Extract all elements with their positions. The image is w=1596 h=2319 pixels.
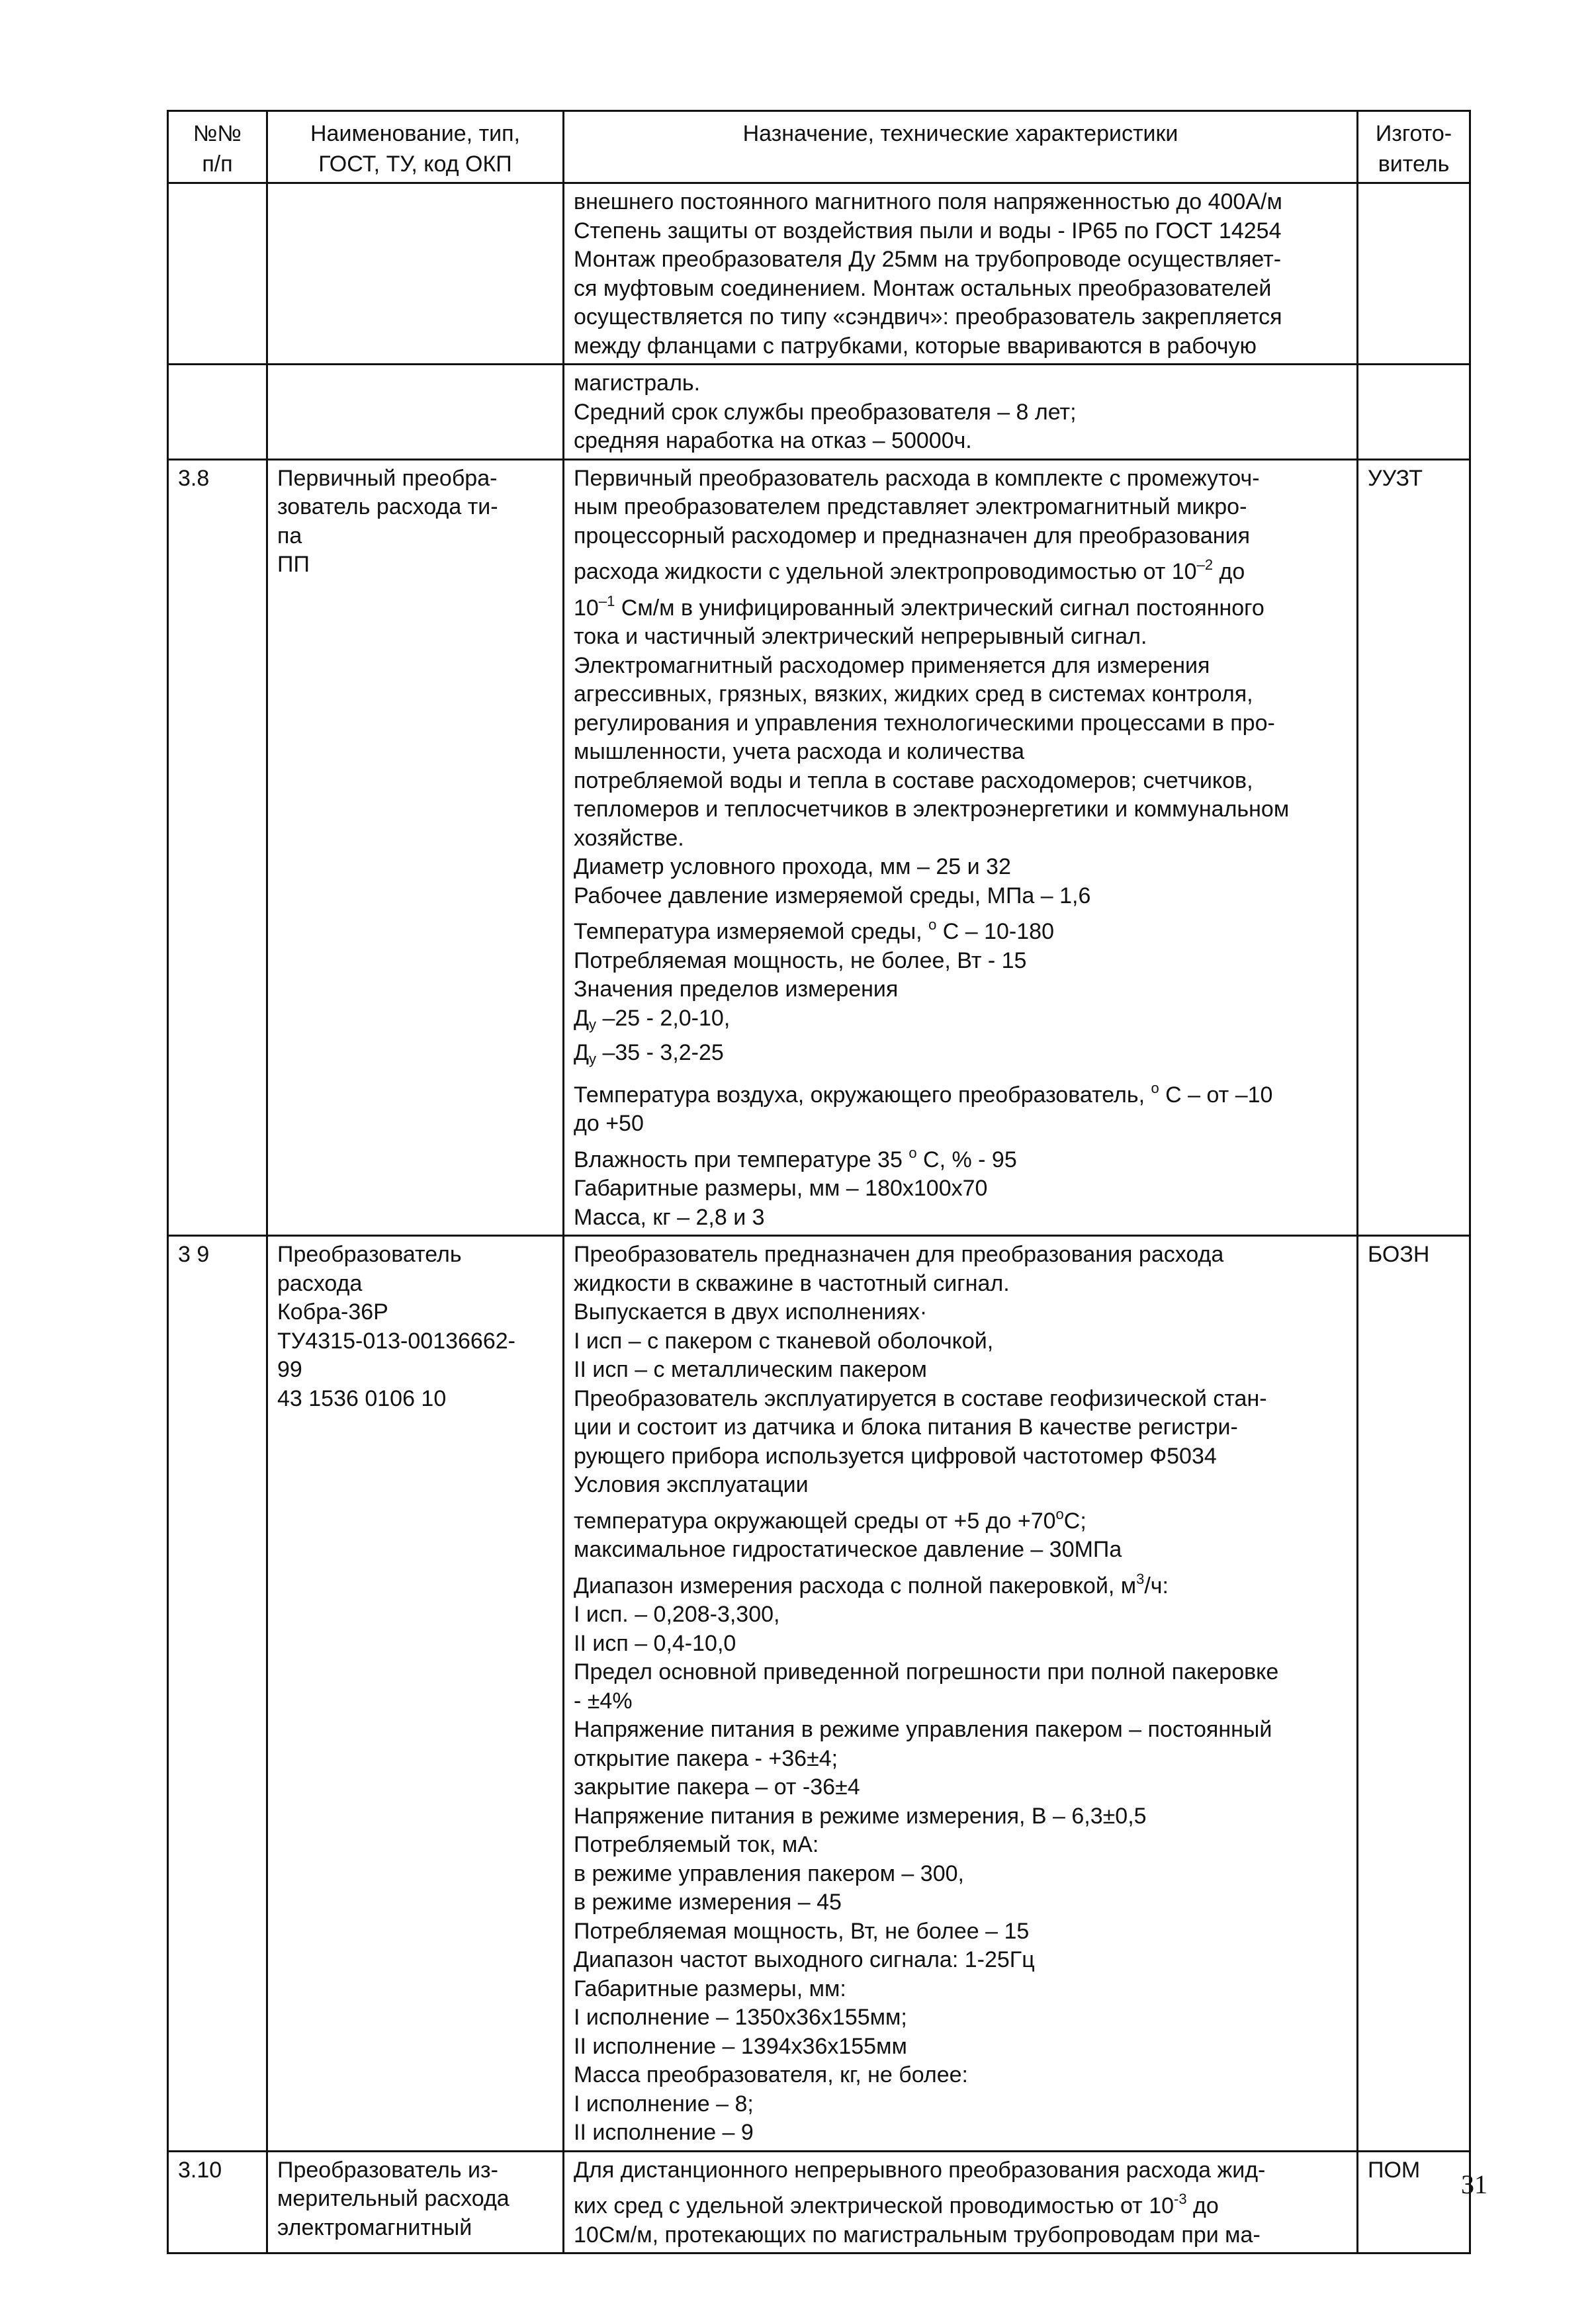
table-header-row — [168, 111, 1470, 183]
item-description: Преобразователь предназначен для преобразования расхода жидкости в скважине в частотный сигнал. Выпускается в двух исполнениях· I исп – с пакером с тканевой оболочкой, II исп – с металлическим пакером Преобразователь эксплуатируется в составе геофизической стан- ции и состоит из датчика и блока питания В качестве регистри- рующего прибора используется цифровой частотомер Ф5034 Условия эксплуатации температура окружающей среды от +5 до $+70^оС$; максимальное гидростатическое давление – 30МПа Диапазон измерения расхода с полной пакеровкой, $м^3/ч$: I исп. – 0,208-3,300, II исп – 0,4-10,0 Предел основной приведенной погрешности при полной пакеровке - ±4% Напряжение питания в режиме управления пакером – постоянный открытие пакера - +36±4; закрытие пакера – от -36±4 Напряжение питания в режиме измерения, В – 6,3±0,5 Потребляемый ток, мА: в режиме управления пакером – 300, в режиме измерения – 45 Потребляемая мощность, Вт, не более – 15 Диапазон частот выходного сигнала: 1-25Гц Габаритные размеры, мм: I исполнение – 1350х36х155мм; II исполнение – 1394х36х155мм Масса преобразователя, кг, не более: I исполнение – 8; II исполнение – 9 — [564, 1236, 1358, 2152]
header-desc: Назначение, технические характеристики — [564, 111, 1358, 183]
item-name: Преобразователь из- мерительный расхода электромагнитный — [267, 2151, 564, 2253]
row-number: 3 9 — [168, 1236, 267, 2152]
row-number: 3.10 — [168, 2151, 267, 2253]
manufacturer: УУЗТ — [1358, 459, 1470, 1236]
table-row-3-10 — [168, 2151, 1470, 2253]
header-name: Наименование, тип, ГОСТ, ТУ, код ОКП — [267, 111, 564, 183]
table-row-continuation-1 — [168, 183, 1470, 365]
item-name: Преобразователь расхода Кобра-36Р ТУ4315-013-00136662- 99 43 1536 0106 10 — [267, 1236, 564, 2152]
header-maker: Изгото- витель — [1358, 111, 1470, 183]
item-name: Первичный преобра- зователь расхода ти- па ПП — [267, 459, 564, 1236]
specification-table — [167, 110, 1471, 2254]
table-row-3-8 — [168, 459, 1470, 1236]
continuation-desc-1: внешнего постоянного магнитного поля напряженностью до 400А/м Степень защиты от воздействия пыли и воды - IP65 по ГОСТ 14254 Монтаж преобразователя Ду 25мм на трубопроводе осуществляет- ся муфтовым соединением. Монтаж остальных преобразователей осуществляется по типу «сэндвич»: преобразователь закрепляется между фланцами с патрубками, которые ввариваются в рабочую — [564, 183, 1358, 365]
table-row-continuation-2 — [168, 365, 1470, 460]
item-description: Первичный преобразователь расхода в комплекте с промежуточ- ным преобразователем представляет электромагнитный микро- процессорный расходомер и предназначен для преобразования расхода жидкости с удельной электропроводимостью от $10^{-2}$ до $10^{-1}$ См/м в унифицированный электрический сигнал постоянного тока и частичный электрический непрерывный сигнал. Электромагнитный расходомер применяется для измерения агрессивных, грязных, вязких, жидких сред в системах контроля, регулирования и управления технологическими процессами в про- мышленности, учета расхода и количества потребляемой воды и тепла в составе расходомеров; счетчиков, тепломеров и теплосчетчиков в электроэнергетики и коммунальном хозяйстве. Диаметр условного прохода, мм – 25 и 32 Рабочее давление измеряемой среды, МПа – 1,6 Температура измеряемой среды, $^о$ С – 10-180 Потребляемая мощность, не более, Вт - 15 Значения пределов измерения $Д_у$ –25 - 2,0-10, $Д_у$ –35 - 3,2-25 Температура воздуха, окружающего преобразователь, $^о$ С – от –10 до +50 Влажность при температуре 35 $^о$ С, % - 95 Габаритные размеры, мм – 180х100х70 Масса, кг – 2,8 и 3 — [564, 459, 1358, 1236]
table-row-3-9 — [168, 1236, 1470, 2152]
header-num: №№ п/п — [168, 111, 267, 183]
page-number: 31 — [1461, 2169, 1487, 2199]
manufacturer: БОЗН — [1358, 1236, 1470, 2152]
item-description: Для дистанционного непрерывного преобразования расхода жид- ких сред с удельной электрической проводимостью от $10^{-3}$ до 10См/м, протекающих по магистральным трубопроводам при ма- — [564, 2151, 1358, 2253]
continuation-desc-2: магистраль. Средний срок службы преобразователя – 8 лет; средняя наработка на отказ – 50000ч. — [564, 365, 1358, 460]
manufacturer: ПОМ — [1358, 2151, 1470, 2253]
row-number: 3.8 — [168, 459, 267, 1236]
